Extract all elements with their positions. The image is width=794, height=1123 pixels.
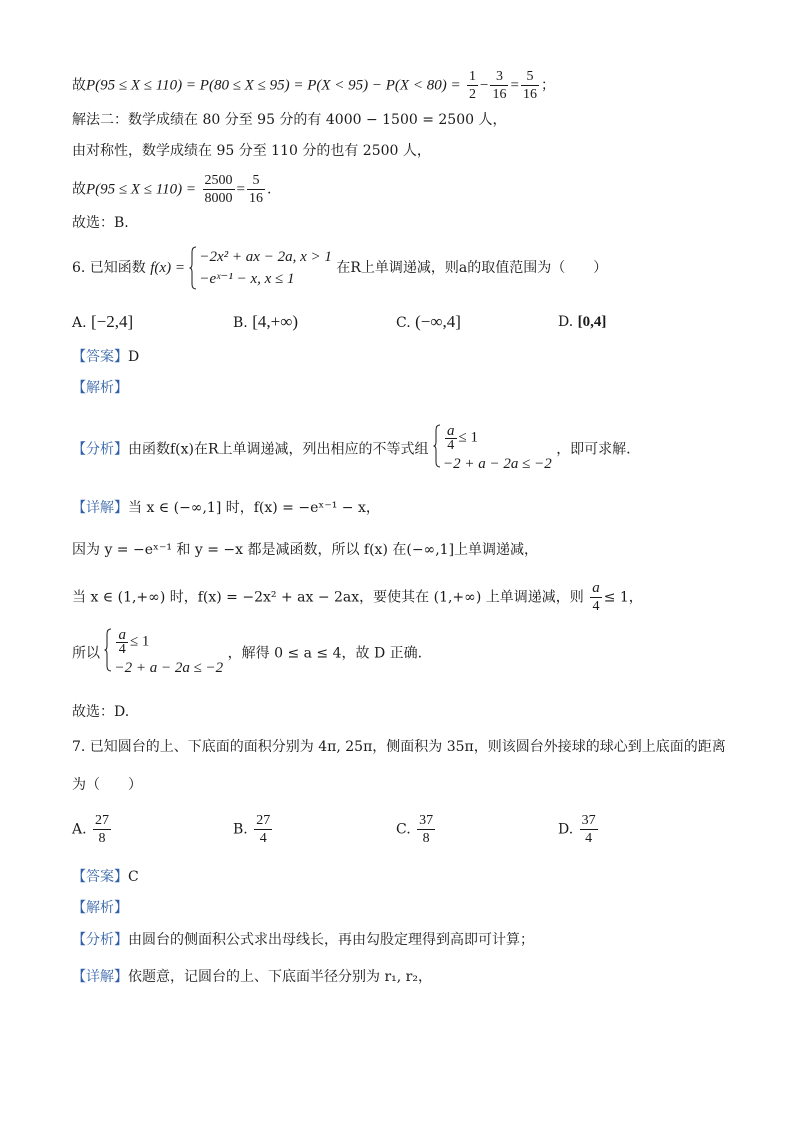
detail-text: 当 x ∈ (1,+∞) 时，f(x) = −2x² + ax − 2ax，要使其在 (1,+∞) 上单调递减，则 (72, 589, 584, 606)
option-value: [4,+∞) (252, 312, 298, 331)
frac-num: 27 (256, 813, 271, 828)
frac-num: a (447, 423, 455, 439)
fraction-5-16 (521, 68, 539, 103)
equals-sign: = (510, 77, 519, 94)
q6-detail-4 (72, 628, 422, 679)
ineq-right: ≤ 1 (129, 633, 150, 650)
q7-stem-2: 为（ ） (72, 777, 142, 793)
q7-answer (72, 867, 139, 887)
fenxi-text: 由圆台的侧面积公式求出母线长，再由勾股定理得到高即可计算； (128, 932, 534, 948)
xiangjie-tag: 【详解】 (72, 500, 128, 516)
q6-option-d (558, 312, 606, 332)
frac-den: 4 (447, 438, 455, 453)
solution-line-3: 由对称性，数学成绩在 95 分至 110 分的也有 2500 人， (72, 143, 431, 159)
option-fraction (580, 812, 598, 847)
frac-num: a (592, 580, 600, 596)
choose-b: 故选：B. (72, 215, 129, 231)
punctuation: ； (540, 77, 555, 94)
punctuation: . (266, 181, 272, 198)
solution-line-1 (72, 68, 555, 103)
q6-option-b (233, 312, 298, 333)
inequality-system (104, 628, 223, 679)
fenxi-text: 由函数f(x)在R上单调递减，列出相应的不等式组 (128, 441, 429, 458)
option-value: [−2,4] (91, 312, 134, 331)
frac-den: 8000 (204, 191, 233, 206)
frac-num: 3 (490, 68, 508, 86)
option-value: (−∞,4] (415, 312, 461, 331)
option-label: A. (72, 315, 87, 331)
brace-icon (104, 628, 112, 672)
q7-option-b (233, 812, 274, 847)
fenxi-end: ，即可求解. (556, 441, 631, 458)
fraction-3-16 (490, 68, 508, 103)
frac-den: 16 (522, 87, 537, 102)
frac-den: 4 (118, 642, 126, 657)
fraction-5-16 (247, 172, 265, 207)
q6-answer (72, 347, 139, 367)
q6-number: 6. 已知函数 (72, 260, 146, 276)
case-2: −eˣ⁻¹ − x, x ≤ 1 (199, 271, 295, 287)
q6-detail-3 (72, 580, 643, 615)
option-label: C. (396, 315, 411, 331)
frac-den: 16 (492, 87, 507, 102)
sys-row-2: −2 + a − 2a ≤ −2 (114, 660, 224, 676)
detail-text: ，解得 0 ≤ a ≤ 4，故 D 正确. (227, 645, 423, 662)
option-label: B. (233, 315, 248, 331)
frac-num: 37 (581, 813, 596, 828)
frac-num: 2500 (204, 173, 233, 188)
frac-num: 27 (95, 813, 110, 828)
ineq-right: ≤ 1 (458, 429, 478, 446)
q7-option-d (558, 812, 600, 847)
probability-expression: P(95 ≤ X ≤ 110) = P(80 ≤ X ≤ 95) = P(X < 95) − P(X < 80) = (86, 77, 461, 94)
fraction-a-4 (590, 580, 602, 615)
answer-value: C (128, 869, 139, 885)
solution-line-4 (72, 172, 271, 207)
q7-option-a (72, 812, 113, 847)
option-fraction (417, 812, 435, 847)
option-label: D. (558, 314, 574, 330)
frac-den: 4 (592, 599, 600, 614)
option-fraction (254, 812, 272, 847)
fraction-1-2 (467, 68, 478, 103)
frac-num: a (118, 627, 126, 643)
q7-fenxi (72, 930, 534, 950)
frac-den: 8 (422, 831, 430, 846)
frac-num: 5 (521, 68, 539, 86)
brace-icon (433, 424, 441, 468)
frac-num: 5 (247, 172, 265, 190)
q7-analysis-tag: 【解析】 (72, 900, 128, 916)
q7-option-c (396, 812, 437, 847)
solution-line-2: 解法二：数学成绩在 80 分至 95 分的有 4000 − 1500 = 2500 人， (72, 112, 507, 128)
text-prefix: 故 (72, 77, 86, 94)
q6-fenxi (72, 424, 631, 475)
option-fraction (93, 812, 111, 847)
q6-stem-tail: 在R上单调递减，则a的取值范围为（ ） (336, 260, 608, 276)
equals-sign: = (236, 181, 245, 198)
answer-tag: 【答案】 (72, 869, 128, 885)
minus-sign: − (480, 77, 489, 94)
option-label: B. (233, 821, 248, 838)
frac-den: 16 (248, 191, 263, 206)
brace-icon (189, 246, 197, 290)
answer-tag: 【答案】 (72, 349, 128, 365)
fraction-a-4 (116, 628, 128, 657)
function-name: f(x) = (150, 260, 185, 276)
q6-option-c (396, 312, 461, 333)
frac-num: 37 (419, 813, 434, 828)
q7-stem-1: 7. 已知圆台的上、下底面的面积分别为 4π, 25π，侧面积为 35π，则该圆台外接球的球心到上底面的距离 (72, 739, 726, 755)
option-label: D. (558, 821, 574, 838)
frac-den: 2 (469, 87, 477, 102)
answer-value: D (128, 349, 140, 365)
frac-den: 4 (259, 831, 267, 846)
q6-detail-2: 因为 y = −eˣ⁻¹ 和 y = −x 都是减函数，所以 f(x) 在(−∞,1]上单调递减， (72, 542, 539, 558)
q6-option-a (72, 312, 133, 333)
detail-text: 当 x ∈ (−∞,1] 时，f(x) = −eˣ⁻¹ − x， (128, 500, 380, 516)
fraction-a-4 (445, 424, 457, 453)
piecewise-function (189, 246, 331, 290)
q6-detail-1 (72, 498, 380, 518)
detail-text: 依题意，记圆台的上、下底面半径分别为 r₁, r₂， (128, 969, 432, 985)
text-prefix: 故 (72, 181, 86, 198)
q6-analysis-tag: 【解析】 (72, 380, 128, 396)
sys-row-2: −2 + a − 2a ≤ −2 (443, 456, 552, 472)
fenxi-tag: 【分析】 (72, 441, 128, 458)
sys-row-1 (443, 424, 552, 453)
xiangjie-tag: 【详解】 (72, 969, 128, 985)
choose-d: 故选：D. (72, 704, 130, 720)
q7-detail-1 (72, 967, 432, 987)
detail-text: 所以 (72, 645, 100, 662)
sys-row-1 (114, 628, 223, 657)
frac-den: 8 (98, 831, 106, 846)
frac-den: 4 (585, 831, 593, 846)
option-label: A. (72, 821, 87, 838)
case-1: −2x² + ax − 2a, x > 1 (199, 249, 332, 265)
fenxi-tag: 【分析】 (72, 932, 128, 948)
q6-stem (72, 246, 607, 290)
option-label: C. (396, 821, 411, 838)
option-value: [0,4] (577, 314, 607, 330)
detail-text: ≤ 1， (603, 589, 643, 606)
probability-expression: P(95 ≤ X ≤ 110) = (86, 181, 197, 198)
inequality-system (433, 424, 552, 475)
fraction-2500-8000 (203, 172, 235, 207)
frac-num: 1 (469, 69, 477, 84)
